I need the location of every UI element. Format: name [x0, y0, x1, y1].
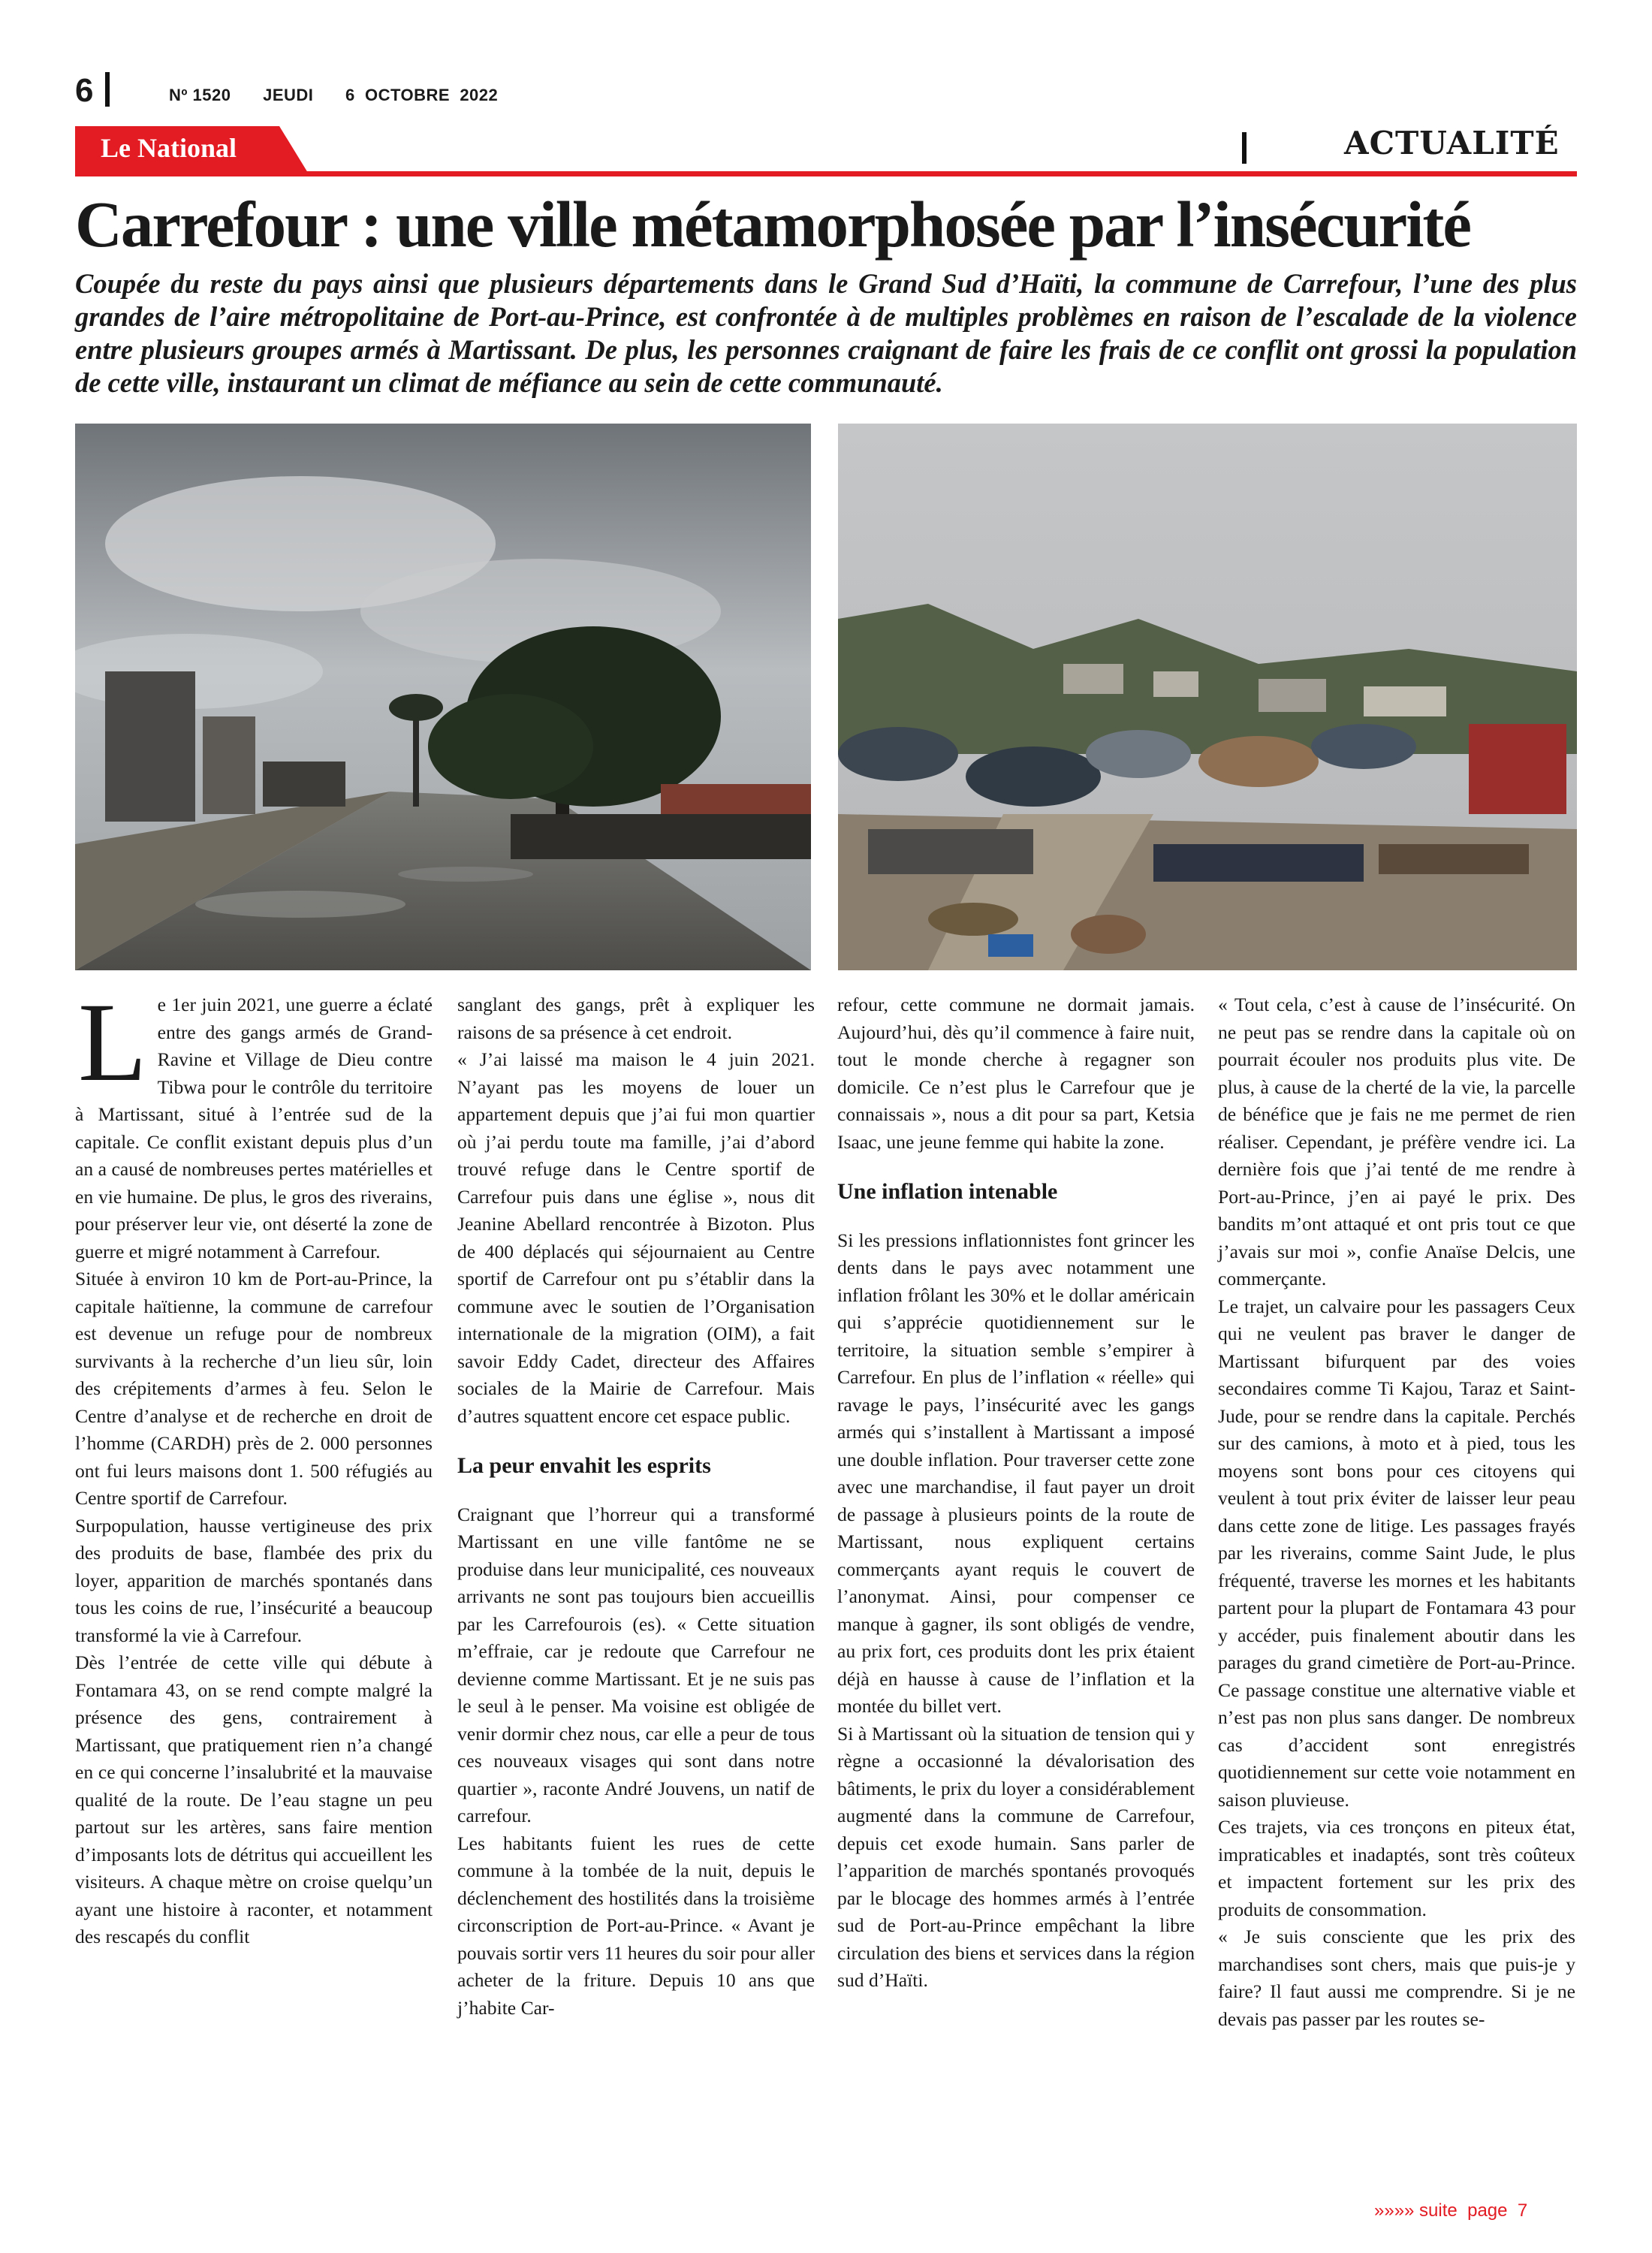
paragraph: « J’ai laissé ma maison le 4 juin 2021. N’ayant pas les moyens de louer un appartement depuis que j’ai fui mon quartier où j’ai perdu toute ma famille, j’ai d’abord trouvé refuge dans le Centre sportif de Carrefour puis dans une église », nous dit Jeanine Abellard rencontrée à Bizoton. Plus de 400 déplacés qui séjournaient au Centre sportif de Carrefour ont pu s’établir dans la commune avec le soutien de l’Organisation internationale de la migration (OIM), a fait savoir Eddy Cadet, directeur des Affaires sociales de la Mairie de Carrefour. Mais d’autres squattent encore cet espace public. — [457, 1048, 815, 1427]
issue-day: JEUDI — [263, 86, 314, 104]
issue-date: 6 OCTOBRE 2022 — [345, 86, 499, 104]
section-label: ACTUALITÉ — [1344, 125, 1560, 161]
paragraph: Les habitants fuient les rues de cette commune à la tombée de la nuit, depuis le déclenchement des hostilités dans la troisième circonscription de Port-au-Prince. « Avant je pouvais sortir vers 11 heures du soir pour aller acheter de la friture. Depuis 10 ans que j’habite Car- — [457, 1832, 815, 2019]
article-column-2 — [457, 991, 815, 2022]
subheading: La peur envahit les esprits — [457, 1453, 711, 1478]
newspaper-name: Le National — [101, 133, 237, 163]
paragraph: Si les pressions inflationnistes font grincer les dents dans le pays avec notamment une inflation frôlant les 30% et le dollar américain qui s’apprécie quotidiennement sur le territoire, la situation semble s’empirer à Carrefour. En plus de l’inflation « réelle» qui ravage le pays, l’insécurité avec les gangs armés qui s’installent à Martissant a imposé une double inflation. Pour traverser cette zone avec une marchandise, il faut payer un droit de passage à plusieurs points de la route de Martissant, nous expliquent certains commerçants ayant requis le couvert de l’anonymat. Ainsi, pour compenser ce manque à gagner, ils sont obligés de vendre, au prix fort, ces produits dont les prix étaient déjà en hausse à cause de l’inflation et la montée du billet vert. — [837, 1229, 1195, 1717]
subheading: Une inflation intenable — [837, 1179, 1058, 1204]
paragraph: Située à environ 10 km de Port-au-Prince, la capitale haïtienne, la commune de carrefour est devenue un refuge pour de nombreux survivants à la recherche d’un lieu sûr, loin des crépitements d’armes à feu. Selon le Centre d’analyse et de recherche en droit de l’homme (CARDH) près de 2. 000 personnes ont fui leurs maisons dont 1. 500 réfugiés au Centre sportif de Carrefour. — [75, 1268, 433, 1509]
paragraph: Dès l’entrée de cette ville qui débute à Fontamara 43, on se rend compte malgré la présence des gens, contrairement à Martissant, que pratiquement rien n’a changé en ce qui concerne l’insalubrité et la mauvaise qualité de la route. De l’eau stagne un peu partout sur les artères, sans faire mention d’imposants lots de détritus qui accueillent les visiteurs. A chaque mètre on croise quelqu’un ayant une histoire à raconter, et notamment des rescapés du conflit — [75, 1651, 433, 1947]
paragraph: Si à Martissant où la situation de tension qui y règne a occasionné la dévalorisation des bâtiments, le prix du loyer a considérablement augmenté dans la commune de Carrefour, depuis cet exode humain. Sans parler de l’apparition de marchés spontanés provoqués par le blocage des hommes armés à l’entrée sud de Port-au-Prince empêchant la libre circulation des biens et services dans la région sud d’Haïti. — [837, 1722, 1195, 1991]
article-column-4 — [1218, 991, 1575, 2033]
street-photo — [75, 424, 811, 970]
continued-link[interactable]: »»»» suite page 7 — [1374, 2200, 1528, 2221]
market-photo — [838, 424, 1577, 970]
page-number: 6 — [75, 72, 94, 109]
divider — [105, 72, 110, 107]
paragraph: « Je suis consciente que les prix des marchandises sont chers, mais que puis-je y faire? Il faut aussi me comprendre. Si je ne devais pas passer par les routes se- — [1218, 1926, 1575, 2030]
lead-paragraph: Coupée du reste du pays ainsi que plusieurs départements dans le Grand Sud d’Haïti, la commune de Carrefour, l’une des plus grandes de l’aire métropolitaine de Port-au-Prince, est confrontée à de multiples problèmes en raison de l’escalade de la violence entre plusieurs groupes armés à Martissant. De plus, les personnes craignant de faire les frais de ce conflit ont grossi la population de cette ville, instaurant un climat de méfiance au sein de cette communauté. — [75, 268, 1577, 398]
paragraph: refour, cette commune ne dormait jamais. Aujourd’hui, dès qu’il commence à faire nuit, tout le monde cherche à regagner son domicile. Ce n’est plus le Carrefour que je connaissais », nous a dit pour sa part, Ketsia Isaac, une jeune femme qui habite la zone. — [837, 994, 1195, 1153]
paragraph: « Tout cela, c’est à cause de l’insécurité. On ne peut pas se rendre dans la capitale où on pourrait écouler nos produits plus vite. De plus, à cause de la cherté de la vie, la parcelle de bénéfice que je fais ne me permet de rien réaliser. Cependant, je préfère vendre ici. La dernière fois que j’ai tenté de me rendre à Port-au-Prince, j’en ai payé le prix. Des bandits m’ont attaqué et ont pris tout ce que j’avais sur moi », confie Anaïse Delcis, une commerçante. — [1218, 994, 1575, 1289]
paragraph: e 1er juin 2021, une guerre a éclaté entre des gangs armés de Grand-Ravine et Village de Dieu contre Tibwa pour le contrôle du territoire à Martissant, situé à l’entrée sud de la capitale. Ce conflit existant depuis plus d’un an a causé de nombreuses pertes matérielles et en vie humaine. De plus, le gros des riverains, pour préserver leur vie, ont déserté la zone de guerre et migré notamment à Carrefour. — [75, 994, 433, 1262]
paragraph: Surpopulation, hausse vertigineuse des prix des produits de base, flambée des prix du loyer, apparition de marchés spontanés dans tous les coins de rue, l’insécurité a beaucoup transformé la vie à Carrefour. — [75, 1514, 433, 1646]
paragraph: sanglant des gangs, prêt à expliquer les raisons de sa présence à cet endroit. — [457, 994, 815, 1043]
article-column-1 — [75, 980, 433, 1951]
paragraph: Craignant que l’horreur qui a transformé Martissant en une ville fantôme ne se produise dans leur municipalité, ces nouveaux arrivants ne sont pas toujours bien accueillis par les Carrefourois (es). « Cette situation m’effraie, car je redoute que Carrefour ne devienne comme Martissant. Et je ne suis pas le seul à le penser. Ma voisine est obligée de venir dormir chez nous, car elle a peur de tous ces nouveaux visages qui sont dans notre quartier », raconte André Jouvens, un natif de carrefour. — [457, 1503, 815, 1826]
paragraph: Le trajet, un calvaire pour les passagers Ceux qui ne veulent pas braver le danger de Martissant bifurquent par des voies secondaires comme Ti Kajou, Taraz et Saint- Jude, pour se rendre dans la capitale. Perchés sur des camions, à moto et à pied, tous les moyens sont bons pour ces citoyens qui veulent à tout prix éviter de laisser leur peau dans cette zone de litige. Les passages frayés par les riverains, comme Saint Jude, le plus fréquenté, traverse les mornes et les habitants partent pour la plupart de Fontamara 43 pour y accéder, puis finalement aboutir dans les parages du grand cimetière de Port-au-Prince. Ce passage constitue une alternative viable et n’est pas non plus sans danger. De nombreux cas d’accident sont enregistrés quotidiennement sur cette voie notamment en saison pluvieuse. — [1218, 1295, 1575, 1811]
article-column-3 — [837, 991, 1195, 1995]
headline: Carrefour : une ville métamorphosée par l’insécurité — [75, 188, 1470, 261]
issue-info — [169, 86, 525, 105]
drop-cap: L — [78, 980, 147, 1105]
issue-number: Nº 1520 — [169, 86, 231, 104]
header-rule — [75, 171, 1577, 176]
paragraph: Ces trajets, via ces tronçons en piteux état, impraticables et inadaptés, sont très coûteux et impactent fortement sur les prix des produits de consommation. — [1218, 1816, 1575, 1920]
divider — [1242, 132, 1247, 164]
